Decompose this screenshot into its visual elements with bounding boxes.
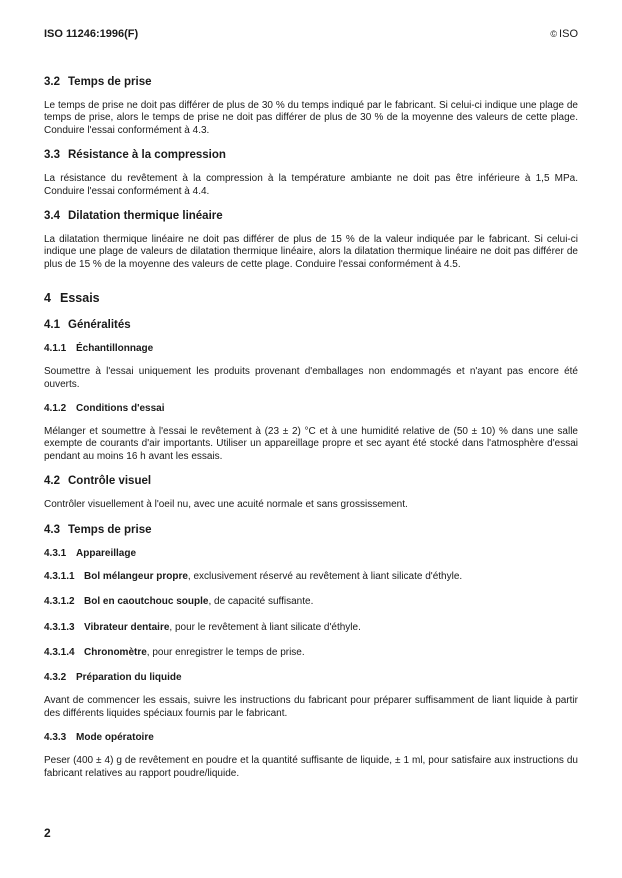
- paragraph-4-1-2: Mélanger et soumettre à l'essai le revêtement à (23 ± 2) °C et à une humidité relative de (50 ± 10) % dans une salle exempte de courants d'air importants. Utiliser un appareillage propre et sec ayant été stocké dans l'atmosphère d'essai pendant au moins 16 h avant les essais.: [44, 426, 578, 462]
- heading-4-3-1: 4.3.1 Appareillage: [44, 547, 137, 559]
- document-id: ISO 11246:1996(F): [44, 28, 139, 40]
- list-item: 4.3.1.1 Bol mélangeur propre, exclusivement réservé au revêtement à liant silicate d'éthyle.: [44, 570, 463, 582]
- heading-3-3: 3.3 Résistance à la compression: [44, 149, 226, 162]
- heading-4-1-1: 4.1.1 Échantillonnage: [44, 343, 154, 355]
- heading-3-2: 3.2 Temps de prise: [44, 76, 152, 88]
- heading-4-3: 4.3 Temps de prise: [44, 523, 152, 536]
- publisher-mark: [550, 28, 578, 40]
- list-item: 4.3.1.4 Chronomètre, pour enregistrer le temps de prise.: [44, 646, 305, 658]
- publisher-name: ISO: [559, 28, 578, 40]
- heading-4-1: 4.1 Généralités: [44, 319, 131, 332]
- paragraph-4-1-1: Soumettre à l'essai uniquement les produits provenant d'emballages non endommagés et n'ayant pas encore été ouverts.: [44, 366, 578, 390]
- heading-4-1-2: 4.1.2 Conditions d'essai: [44, 403, 165, 415]
- paragraph-4-3-3: Peser (400 ± 4) g de revêtement en poudre et la quantité suffisante de liquide, ± 1 ml, pour satisfaire aux instructions du fabricant relatives au rapport poudre/liquide.: [44, 755, 578, 779]
- document-body: [44, 76, 578, 792]
- heading-4-2: 4.2 Contrôle visuel: [44, 475, 152, 488]
- paragraph-4-2: Contrôler visuellement à l'oeil nu, avec une acuité normale et sans grossissement.: [44, 499, 408, 511]
- list-item: 4.3.1.3 Vibrateur dentaire, pour le revêtement à liant silicate d'éthyle.: [44, 621, 361, 633]
- paragraph-3-3: La résistance du revêtement à la compression à la température ambiante ne doit pas être inférieure à 1,5 MPa. Conduire l'essai conformément à 4.4.: [44, 173, 578, 197]
- page-number: 2: [44, 826, 51, 840]
- heading-4: 4 Essais: [44, 291, 100, 306]
- copyright-icon: ©: [550, 29, 558, 39]
- heading-3-4: 3.4 Dilatation thermique linéaire: [44, 210, 223, 223]
- heading-4-3-3: 4.3.3 Mode opératoire: [44, 732, 154, 744]
- list-item: 4.3.1.2 Bol en caoutchouc souple, de capacité suffisante.: [44, 596, 314, 608]
- paragraph-3-2: Le temps de prise ne doit pas différer de plus de 30 % du temps indiqué par le fabricant. Si celui-ci indique une plage de temps de prise, alors le temps de prise ne doit pas différer de plus de 30 % de la moyenne des valeurs de cette plage. Conduire l'essai conformément à 4.3.: [44, 100, 578, 136]
- heading-4-3-2: 4.3.2 Préparation du liquide: [44, 672, 182, 684]
- paragraph-3-4: La dilatation thermique linéaire ne doit pas différer de plus de 15 % de la valeur indiquée par le fabricant. Si celui-ci indique une plage de valeurs de dilatation thermique linéaire, alors la dilatation thermique linéaire ne doit pas différer de plus de 15 % de la moyenne des valeurs de cette plage. Conduire l'essai conformément à 4.5.: [44, 234, 578, 270]
- paragraph-4-3-2: Avant de commencer les essais, suivre les instructions du fabricant pour préparer suffisamment de liant liquide à partir des différents liquides spéciaux fournis par le fabricant.: [44, 695, 578, 719]
